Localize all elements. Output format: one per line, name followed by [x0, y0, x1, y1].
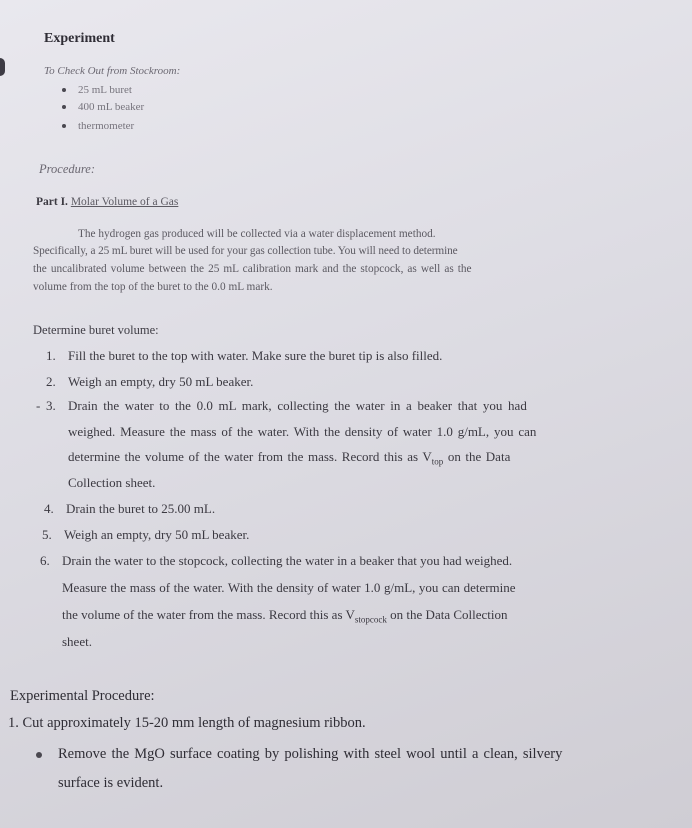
intro-line: The hydrogen gas produced will be collected via a water displacement method. — [78, 228, 436, 240]
intro-line: the uncalibrated volume between the 25 mL calibration mark and the stopcock, as well as the — [33, 263, 472, 275]
procedure-step: 4. Drain the buret to 25.00 mL. — [44, 501, 216, 516]
experimental-heading: Experimental Procedure: — [10, 688, 155, 704]
checkout-item: thermometer — [62, 120, 134, 132]
experimental-bullet: Remove the MgO surface coating by polishing with steel wool until a clean, silvery — [36, 746, 562, 763]
step-continuation: sheet. — [62, 634, 92, 649]
binder-hole-shadow — [0, 58, 5, 76]
procedure-step: 5. Weigh an empty, dry 50 mL beaker. — [42, 527, 250, 542]
bullet-icon — [62, 88, 66, 92]
intro-line: Specifically, a 25 mL buret will be used for your gas collection tube. You will need to determine — [33, 245, 458, 257]
checkout-item: 25 mL buret — [62, 84, 132, 96]
procedure-step: 6. Drain the water to the stopcock, collecting the water in a beaker that you had weighed. — [40, 553, 513, 568]
procedure-label: Procedure: — [39, 162, 95, 176]
procedure-step: 1. Fill the buret to the top with water. Make sure the buret tip is also filled. — [46, 348, 443, 363]
bullet-icon — [62, 124, 66, 128]
bullet-icon — [36, 752, 42, 758]
checkout-item: 400 mL beaker — [62, 101, 144, 113]
part1-heading: Part I. Molar Volume of a Gas — [36, 196, 179, 208]
step-continuation: determine the volume of the water from the mass. Record this as $V_{top}$ on the Data — [68, 449, 511, 467]
buret-heading: Determine buret volume: — [33, 323, 159, 337]
experimental-bullet-continuation: surface is evident. — [58, 775, 164, 791]
bullet-icon — [62, 105, 66, 109]
step-continuation: Measure the mass of the water. With the density of water 1.0 g/mL, you can determine — [62, 580, 516, 595]
experimental-step: 1. Cut approximately 15-20 mm length of magnesium ribbon. — [8, 715, 366, 731]
step-continuation: weighed. Measure the mass of the water. With the density of water 1.0 g/mL, you can — [68, 424, 537, 439]
intro-line: volume from the top of the buret to the 0.0 mL mark. — [33, 281, 273, 293]
checkout-heading: To Check Out from Stockroom: — [44, 65, 181, 77]
procedure-step: - 3. Drain the water to the 0.0 mL mark, collecting the water in a beaker that you had — [36, 398, 527, 413]
step-continuation: Collection sheet. — [68, 475, 156, 490]
step-continuation: the volume of the water from the mass. Record this as $V_{stopcock}$ on the Data Collection — [62, 607, 508, 625]
procedure-step: 2. Weigh an empty, dry 50 mL beaker. — [46, 374, 254, 389]
page-title: Experiment — [44, 31, 115, 46]
